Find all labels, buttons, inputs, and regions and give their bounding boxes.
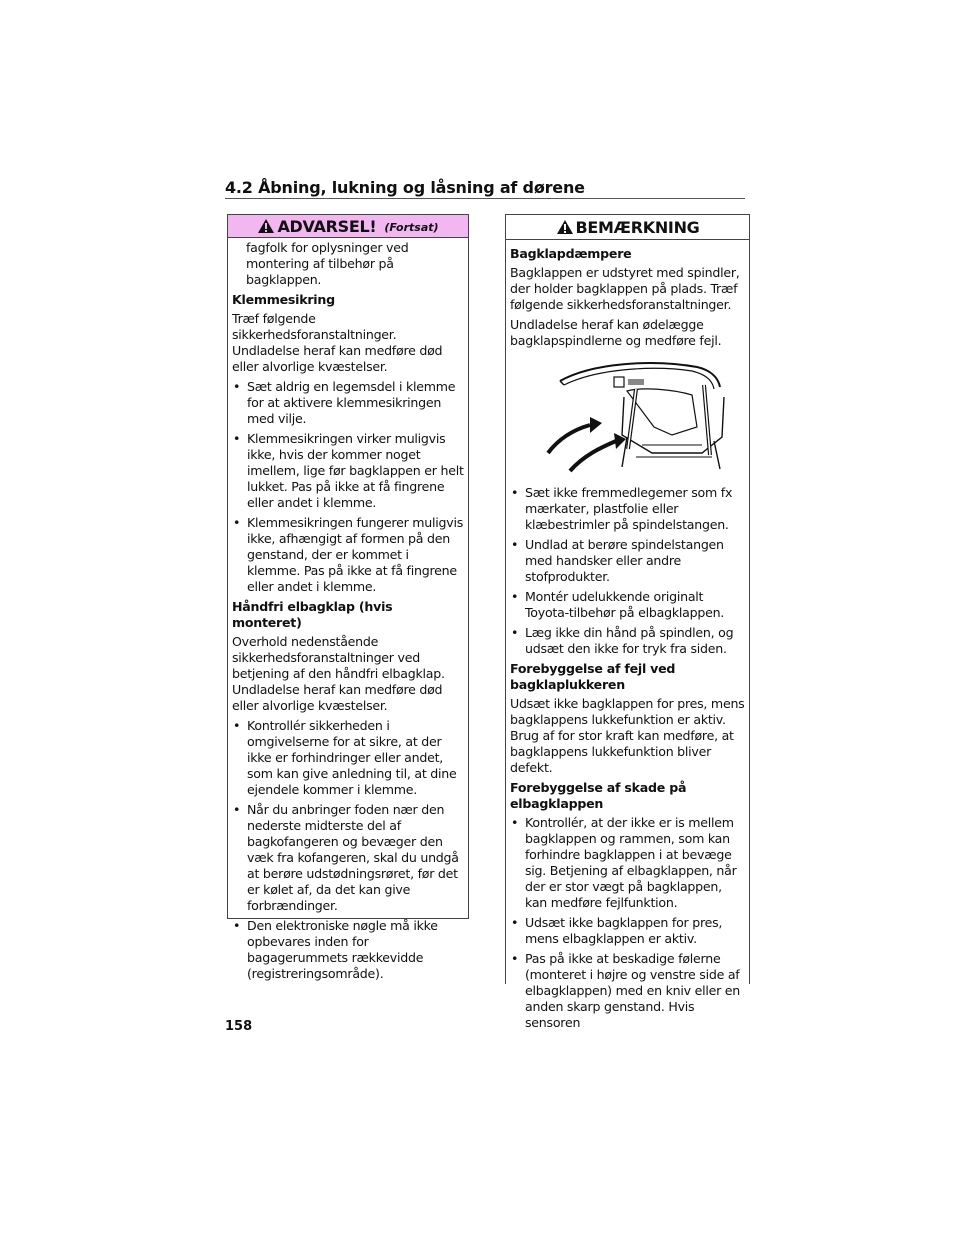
warning-paragraph: Træf følgende sikkerhedsforanstaltninger. Undladelse heraf kan medføre død eller alvorlige kvæstelser. bbox=[232, 311, 443, 374]
list-item: • Den elektroniske nøgle må ikke opbevares inden for bagagerummets rækkevidde (registreringsområde). bbox=[233, 918, 438, 981]
notice-title: BEMÆRKNING bbox=[575, 217, 700, 237]
list-item: • Kontrollér sikkerheden i omgivelserne for at sikre, at der ikke er forhindringer eller andet, som kan give anledning til, at dine ejendele kommer i klemme. bbox=[233, 718, 457, 797]
list-item: • Klemmesikringen fungerer muligvis ikke, afhængigt af formen på den genstand, der er kommet i klemme. Pas på ikke at få fingrene eller andet i klemme. bbox=[233, 515, 464, 594]
notice-content bbox=[506, 240, 749, 1031]
warning-paragraph: Overhold nedenstående sikkerhedsforanstaltninger ved betjening af den håndfri elbagklap. Undladelse heraf kan medføre død eller alvorlige kvæstelser. bbox=[232, 634, 445, 713]
warning-content bbox=[228, 238, 468, 982]
notice-heading-damage: Forebyggelse af skade på elbagklappen bbox=[510, 780, 687, 811]
notice-title-bar bbox=[506, 215, 749, 240]
warning-triangle-icon bbox=[257, 218, 275, 234]
notice-heading-dampers: Bagklapdæmpere bbox=[510, 246, 632, 261]
list-item: • Pas på ikke at beskadige følerne (monteret i højre og venstre side af elbagklappen) med en kniv eller en anden skarp genstand. Hvis sensoren bbox=[511, 951, 740, 1030]
tailgate-strut-illustration bbox=[532, 357, 732, 475]
list-item: • Kontrollér, at der ikke er is mellem bagklappen og rammen, som kan forhindre bagklappen i at bevæge sig. Betjening af elbagklappen, når der er stor vægt på bagklappen, kan medføre fejlfunktion. bbox=[511, 815, 737, 910]
section-header: 4.2 Åbning, lukning og låsning af dørene bbox=[225, 178, 585, 197]
page-number: 158 bbox=[225, 1019, 253, 1034]
list-item: • Undlad at berøre spindelstangen med handsker eller andre stofprodukter. bbox=[511, 537, 724, 584]
list-item: • Montér udelukkende originalt Toyota-tilbehør på elbagklappen. bbox=[511, 589, 725, 620]
list-item: • Udsæt ikke bagklappen for pres, mens elbagklappen er aktiv. bbox=[511, 915, 723, 946]
notice-heading-closer: Forebyggelse af fejl ved bagklaplukkeren bbox=[510, 661, 676, 692]
notice-box bbox=[505, 214, 750, 1030]
warning-title-bar bbox=[228, 215, 468, 238]
list-item: • Læg ikke din hånd på spindlen, og udsæt den ikke for tryk fra siden. bbox=[511, 625, 734, 656]
notice-paragraph: Bagklappen er udstyret med spindler, der holder bagklappen på plads. Træf følgende sikkerhedsforanstaltninger. bbox=[510, 265, 740, 312]
warning-continuation: fagfolk for oplysninger ved montering af tilbehør på bagklappen. bbox=[246, 240, 409, 287]
warning-triangle-icon bbox=[556, 219, 574, 235]
list-item: • Sæt ikke fremmedlegemer som fx mærkater, plastfolie eller klæbestrimler på spindelstangen. bbox=[511, 485, 733, 532]
section-divider bbox=[225, 198, 745, 199]
warning-title: ADVARSEL! bbox=[277, 216, 377, 236]
warning-continued-label: (Fortsat) bbox=[384, 221, 439, 234]
notice-paragraph: Undladelse heraf kan ødelægge bagklapspindlerne og medføre fejl. bbox=[510, 317, 722, 348]
warning-box bbox=[227, 214, 469, 981]
warning-heading-handfri: Håndfri elbagklap (hvis monteret) bbox=[232, 599, 393, 630]
list-item: • Sæt aldrig en legemsdel i klemme for at aktivere klemmesikringen med vilje. bbox=[233, 379, 456, 426]
list-item: • Klemmesikringen virker muligvis ikke, hvis der kommer noget imellem, lige før bagklappen er helt lukket. Pas på ikke at få fingrene eller andet i klemme. bbox=[233, 431, 464, 510]
notice-paragraph: Udsæt ikke bagklappen for pres, mens bagklappens lukkefunktion er aktiv. Brug af for stor kraft kan medføre, at bagklappens lukkefunktion bliver defekt. bbox=[510, 696, 745, 775]
warning-heading-klemmesikring: Klemmesikring bbox=[232, 292, 335, 307]
list-item: • Når du anbringer foden nær den nederste midterste del af bagkofangeren og bevæger den væk fra kofangeren, skal du undgå at berøre udstødningsrøret, før det er kølet af, da det kan give forbrændinger. bbox=[233, 802, 459, 913]
